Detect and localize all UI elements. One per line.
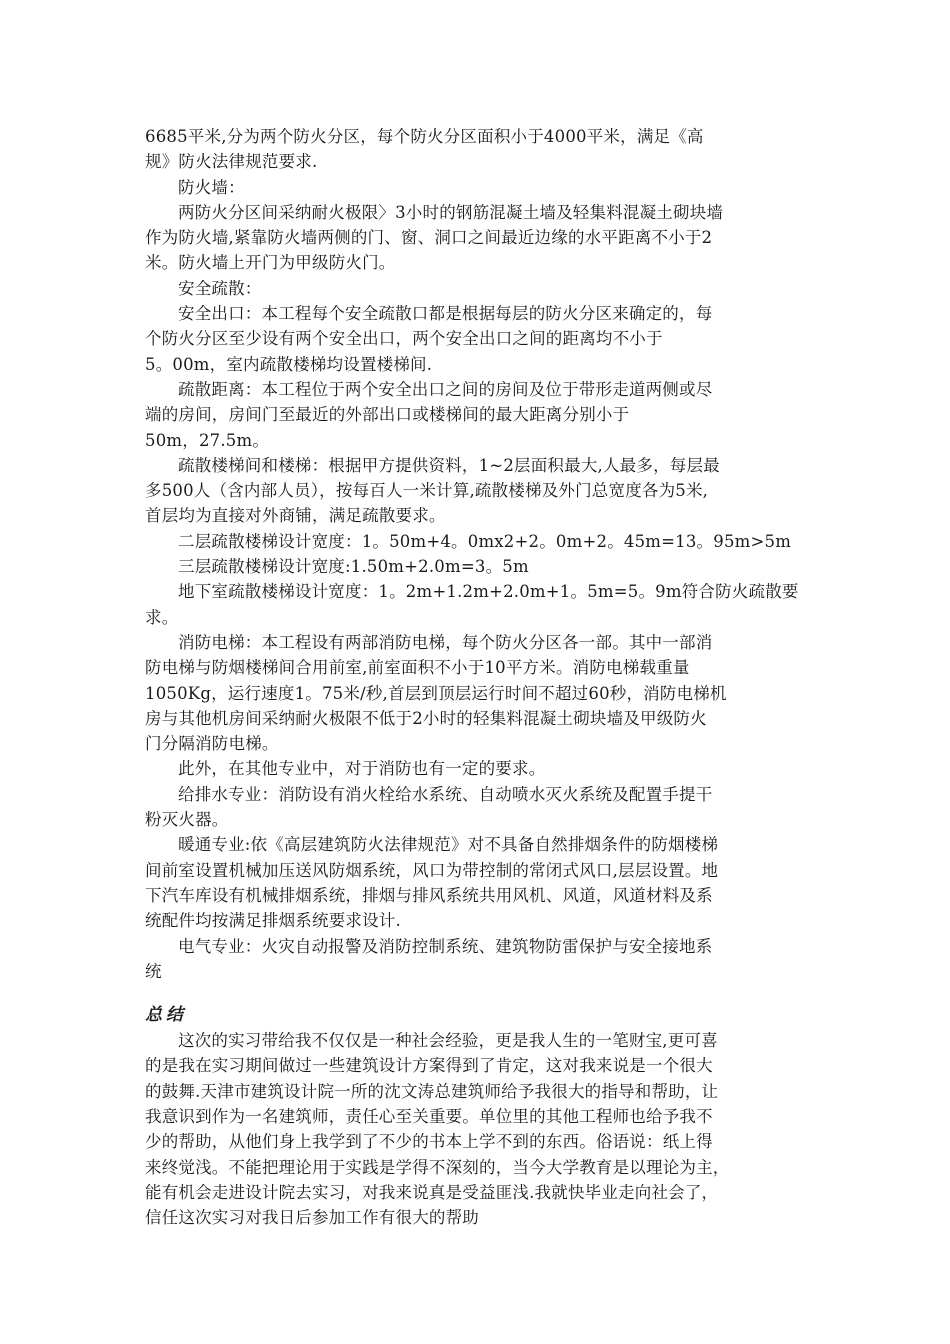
document-page (145, 124, 810, 1230)
summary-text-line: 来终觉浅。不能把理论用于实践是学得不深刻的，当今大学教育是以理论为主， (145, 1157, 730, 1177)
body-text-line: 疏散楼梯间和楼梯：根据甲方提供资料，1~2层面积最大,人最多，每层最 (178, 455, 720, 475)
summary-section (145, 1028, 810, 1230)
summary-text-line: 我意识到作为一名建筑师，责任心至关重要。单位里的其他工程师也给予我不 (145, 1106, 713, 1126)
body-text-line: 门分隔消防电梯。 (145, 734, 279, 754)
body-text-line: 统配件均按满足排烟系统要求设计. (145, 911, 401, 931)
body-text-line: 1050Kg，运行速度1。75米/秒,首层到顶层运行时间不超过60秒，消防电梯机 (145, 683, 727, 703)
summary-heading: 总结 (145, 1005, 187, 1026)
section-gap (145, 984, 810, 1003)
body-text-line: 首层均为直接对外商铺，满足疏散要求。 (145, 506, 446, 526)
body-text-line: 此外，在其他专业中，对于消防也有一定的要求。 (178, 759, 546, 779)
body-text-line: 暖通专业:依《高层建筑防火法律规范》对不具备自然排烟条件的防烟楼梯 (178, 835, 719, 855)
body-text-line: 6685平米,分为两个防火分区，每个防火分区面积小于4000平米，满足《高 (145, 127, 704, 146)
body-text-line: 安全出口：本工程每个安全疏散口都是根据每层的防火分区来确定的，每 (178, 304, 713, 324)
body-text-line: 消防电梯：本工程设有两部消防电梯，每个防火分区各一部。其中一部消 (178, 632, 713, 652)
body-text-line: 电气专业：火灾自动报警及消防控制系统、建筑物防雷保护与安全接地系 (178, 936, 713, 956)
summary-text-line: 少的帮助，从他们身上我学到了不少的书本上学不到的东西。俗语说：纸上得 (145, 1132, 713, 1152)
body-text-line: 规》防火法律规范要求. (145, 152, 318, 172)
summary-text-line: 的是我在实习期间做过一些建筑设计方案得到了肯定，这对我来说是一个很大 (145, 1056, 713, 1076)
body-text-line: 求。 (145, 607, 179, 627)
body-text-line: 间前室设置机械加压送风防烟系统，风口为带控制的常闭式风口,层层设置。地 (145, 860, 719, 880)
body-text-line: 5。00m，室内疏散楼梯均设置楼梯间. (145, 354, 433, 374)
body-text-line: 端的房间，房间门至最近的外部出口或楼梯间的最大距离分别小于 (145, 405, 630, 425)
body-text-line: 米。防火墙上开门为甲级防火门。 (145, 253, 396, 273)
body-text-line: 个防火分区至少设有两个安全出口，两个安全出口之间的距离均不小于 (145, 329, 663, 349)
body-text-line: 防电梯与防烟楼梯间合用前室,前室面积不小于10平方米。消防电梯载重量 (145, 658, 690, 678)
body-text-line: 多500人（含内部人员），按每百人一米计算,疏散楼梯及外门总宽度各为5米, (145, 481, 709, 501)
body-text-line: 疏散距离：本工程位于两个安全出口之间的房间及位于带形走道两侧或尽 (178, 379, 713, 399)
body-text-line: 两防火分区间采纳耐火极限〉3小时的钢筋混凝土墙及轻集料混凝土砌块墙 (178, 202, 724, 222)
body-text-line: 50m，27.5m。 (145, 430, 270, 450)
summary-text-line: 能有机会走进设计院去实习，对我来说真是受益匪浅.我就快毕业走向社会了， (145, 1182, 719, 1202)
body-text-line: 防火墙： (178, 177, 245, 197)
body-text-line: 房与其他机房间采纳耐火极限不低于2小时的轻集料混凝土砌块墙及甲级防火 (145, 708, 707, 728)
body-text-line: 下汽车库设有机械排烟系统，排烟与排风系统共用风机、风道，风道材料及系 (145, 885, 713, 905)
summary-text-line: 的鼓舞.天津市建筑设计院一所的沈文涛总建筑师给予我很大的指导和帮助，让 (145, 1081, 719, 1101)
summary-text-line: 这次的实习带给我不仅仅是一种社会经验，更是我人生的一笔财宝,更可喜 (178, 1031, 718, 1051)
summary-text-line: 信任这次实习对我日后参加工作有很大的帮助 (145, 1208, 479, 1228)
body-text-line: 粉灭火器。 (145, 810, 229, 830)
body-text-line: 三层疏散楼梯设计宽度:1.50m+2.0m=3。5m (178, 557, 529, 577)
body-text-line: 给排水专业：消防设有消火栓给水系统、自动喷水灭火系统及配置手提干 (178, 784, 713, 804)
body-text-line: 作为防火墙,紧靠防火墙两侧的门、窗、洞口之间最近边缘的水平距离不小于2 (145, 228, 713, 248)
body-text-line: 二层疏散楼梯设计宽度：1。50m+4。0mx2+2。0m+2。45m=13。95m>5m (178, 531, 792, 551)
body-text-line: 安全疏散： (178, 278, 262, 298)
body-text-line: 统 (145, 961, 162, 981)
fire-safety-section (145, 124, 810, 984)
body-text-line: 地下室疏散楼梯设计宽度：1。2m+1.2m+2.0m+1。5m=5。9m符合防火疏散要 (178, 582, 799, 602)
